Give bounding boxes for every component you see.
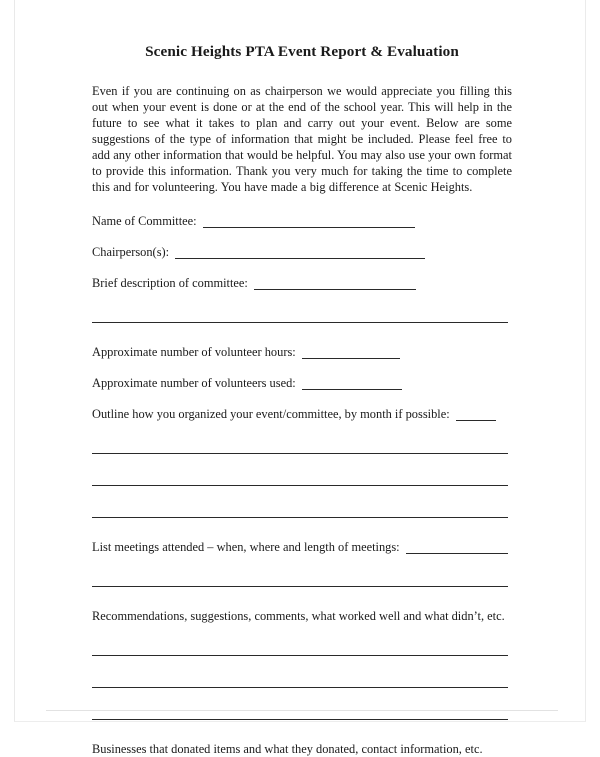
field-label-recommendations: Recommendations, suggestions, comments, what worked well and what didn’t, etc. [92,609,505,624]
field-label-committee-name: Name of Committee: [92,214,197,229]
fill-line-list-meetings[interactable] [406,553,508,554]
form-fields [92,195,512,757]
field-label-outline: Outline how you organized your event/committee, by month if possible: [92,407,450,422]
field-label-list-meetings: List meetings attended – when, where and length of meetings: [92,540,400,555]
intro-paragraph: Even if you are continuing on as chairperson we would appreciate you filling this out when your event is done or at the end of the school year. This will help in the future to see what it takes to plan and carry out your event. Below are some suggestions of the type of information that might be included. Please feel free to add any other information that would be helpful. You may also use your own format to provide this information. Thank you very much for taking the time to complete this and for volunteering. You have made a big difference at Scenic Heights. [92,83,512,194]
field-list-meetings[interactable] [92,540,512,555]
fill-line-volunteer-hours[interactable] [302,358,400,359]
field-label-businesses: Businesses that donated items and what they donated, contact information, etc. [92,742,483,757]
page-title: Scenic Heights PTA Event Report & Evaluation [145,43,459,60]
fill-line-chairpersons[interactable] [175,258,425,259]
field-label-brief-description: Brief description of committee: [92,276,248,291]
field-chairpersons[interactable] [92,245,512,260]
field-label-volunteer-hours: Approximate number of volunteer hours: [92,345,296,360]
field-volunteers-used[interactable] [92,376,512,391]
fill-line-volunteers-used[interactable] [302,389,402,390]
field-volunteer-hours[interactable] [92,345,512,360]
document-content [92,0,512,757]
field-label-chairpersons: Chairperson(s): [92,245,170,260]
fill-line-committee-name[interactable] [203,227,415,228]
fill-line-brief-description[interactable] [254,289,416,290]
field-brief-description[interactable] [92,276,512,291]
field-label-volunteers-used: Approximate number of volunteers used: [92,376,296,391]
field-outline[interactable] [92,407,512,422]
field-committee-name[interactable] [92,214,512,229]
fill-line-outline[interactable] [456,420,496,421]
